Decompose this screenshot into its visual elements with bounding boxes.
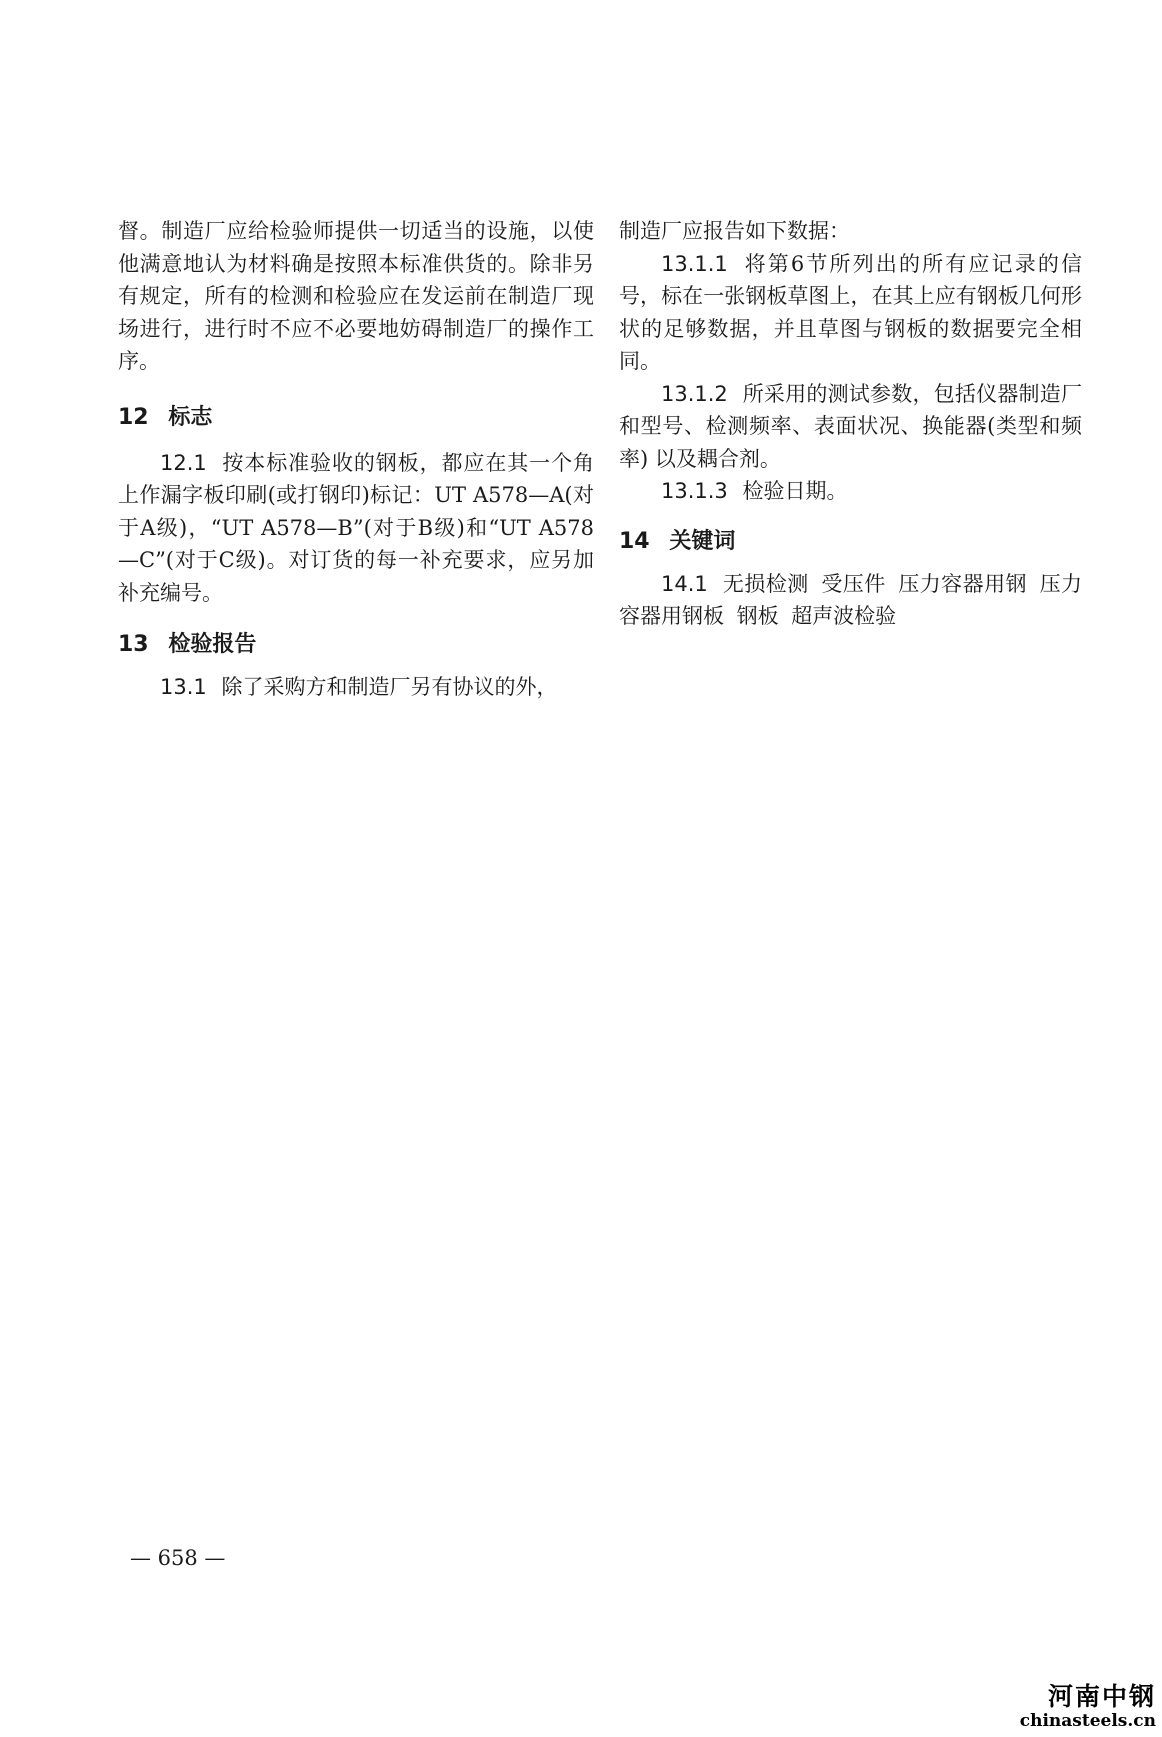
keyword: 钢板 — [736, 604, 779, 628]
section-number: 14 — [619, 528, 650, 554]
section-12-heading — [118, 402, 594, 434]
section-title: 关键词 — [669, 528, 736, 554]
section-title: 检验报告 — [168, 632, 257, 657]
clause-number: 13.1 — [160, 675, 207, 699]
clause-13-1-continued: 制造厂应报告如下数据： — [619, 219, 850, 243]
clause-13-1 — [118, 671, 594, 704]
section-number: 12 — [118, 404, 149, 430]
section-title: 标志 — [168, 404, 213, 430]
paragraph-11-continued: 督。制造厂应给检验师提供一切适当的设施，以使他满意地认为材料确是按照本标准供货的。除非另有规定，所有的检测和检验应在发运前在制造厂现场进行，进行时不应不必要地妨碍制造厂的操作工序。 — [118, 219, 594, 373]
left-column — [118, 215, 594, 704]
clause-number: 12.1 — [160, 450, 207, 475]
clause-13-1-2 — [619, 378, 1082, 476]
clause-text: 将第6节所列出的所有应记录的信号，标在一张钢板草图上，在其上应有钢板几何形状的足够数据，并且草图与钢板的数据要完全相同。 — [619, 251, 1082, 373]
section-14-heading — [619, 526, 1082, 558]
section-number: 13 — [118, 632, 149, 657]
watermark-brand: 河南中钢 — [1047, 1682, 1156, 1711]
clause-number: 14.1 — [661, 571, 708, 596]
keyword: 超声波检验 — [791, 604, 897, 628]
keyword: 压力容器用钢 — [898, 571, 1027, 596]
clause-text: 除了采购方和制造厂另有协议的外， — [221, 675, 558, 699]
clause-text: 检验日期。 — [742, 479, 848, 503]
keyword: 受压件 — [821, 571, 886, 596]
section-13-heading — [118, 629, 594, 661]
clause-number: 13.1.3 — [661, 479, 728, 503]
clause-number: 13.1.2 — [661, 381, 728, 406]
clause-number: 13.1.1 — [661, 251, 728, 276]
clause-text: 按本标准验收的钢板，都应在其一个角上作漏字板印刷(或打钢印)标记：UT A578—A(对于A级)，“UT A578—B”(对于B级)和“UT A578—C”(对于C级)。对订货的每一补充要求，应另加补充编号。 — [118, 450, 594, 605]
clause-12-1 — [118, 447, 594, 610]
watermark — [1020, 1683, 1156, 1731]
clause-13-1-3 — [619, 475, 1082, 508]
clause-text: 所采用的测试参数，包括仪器制造厂和型号、检测频率、表面状况、换能器(类型和频率) 以及耦合剂。 — [619, 381, 1082, 471]
watermark-url: chinasteels.cn — [1019, 1711, 1156, 1731]
right-column — [619, 215, 1082, 633]
keyword: 无损检测 — [722, 571, 809, 596]
clause-13-1-1 — [619, 248, 1082, 378]
keyword: 压力容器用钢板 — [619, 571, 1083, 628]
page-number: — 658 — — [130, 1546, 226, 1570]
clause-14-1 — [619, 568, 1082, 633]
